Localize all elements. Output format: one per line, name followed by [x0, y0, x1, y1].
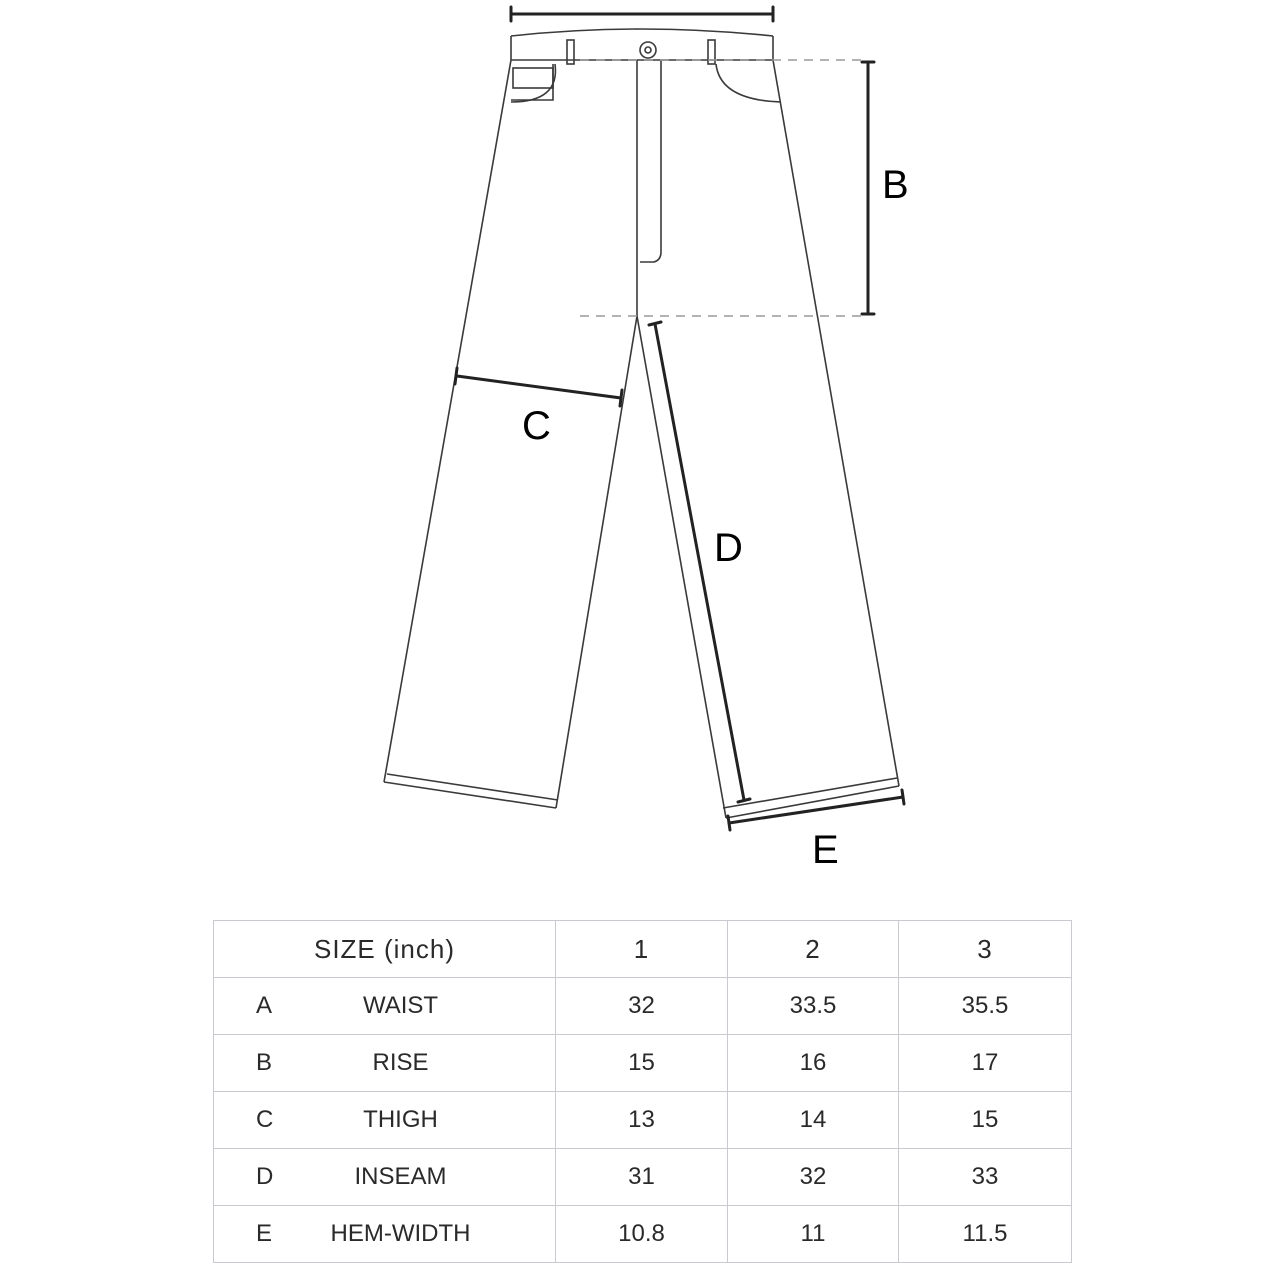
waist-measure-line — [511, 7, 773, 21]
button-icon — [640, 42, 656, 58]
measure-key-cell — [214, 1092, 556, 1149]
rise-label: B — [882, 163, 909, 207]
value-cell: 15 — [556, 1035, 728, 1092]
measure-key-cell — [214, 1035, 556, 1092]
measure-name: THIGH — [363, 1106, 438, 1133]
measure-name: INSEAM — [354, 1163, 447, 1190]
value-cell: 14 — [728, 1092, 899, 1149]
hem-label: E — [812, 828, 839, 872]
pockets — [511, 64, 781, 102]
measure-name: WAIST — [362, 992, 439, 1019]
thigh-label: C — [522, 404, 551, 448]
measure-letter: B — [256, 1049, 273, 1076]
measure-letter: D — [256, 1163, 274, 1190]
table-row — [214, 1092, 1072, 1149]
value-cell: 13 — [556, 1092, 728, 1149]
value-cell: 32 — [728, 1149, 899, 1206]
size-col-1: 1 — [556, 921, 728, 978]
value-cell: 15 — [899, 1092, 1072, 1149]
value-cell: 35.5 — [899, 978, 1072, 1035]
measure-letter: A — [256, 992, 273, 1019]
value-cell: 32 — [556, 978, 728, 1035]
value-cell: 11 — [728, 1206, 899, 1263]
size-table — [213, 920, 1072, 1263]
size-col-2: 2 — [728, 921, 899, 978]
table-row — [214, 1035, 1072, 1092]
thigh-measure-line — [455, 368, 622, 406]
table-row — [214, 1206, 1072, 1263]
rise-guides — [580, 60, 866, 316]
inseam-label: D — [714, 526, 743, 570]
table-row — [214, 978, 1072, 1035]
value-cell: 33 — [899, 1149, 1072, 1206]
measure-key-cell — [214, 1206, 556, 1263]
measure-key-cell — [214, 1149, 556, 1206]
rise-measure-line — [862, 62, 874, 314]
measure-letter: C — [256, 1106, 274, 1133]
measure-letter: E — [256, 1220, 273, 1247]
value-cell: 16 — [728, 1035, 899, 1092]
value-cell: 31 — [556, 1149, 728, 1206]
value-cell: 11.5 — [899, 1206, 1072, 1263]
value-cell: 17 — [899, 1035, 1072, 1092]
measure-name: RISE — [372, 1049, 429, 1076]
table-row — [214, 1149, 1072, 1206]
size-col-3: 3 — [899, 921, 1072, 978]
waistband — [511, 29, 773, 64]
pants-outline — [384, 60, 899, 818]
value-cell: 33.5 — [728, 978, 899, 1035]
table-header-row — [214, 921, 1072, 978]
value-cell: 10.8 — [556, 1206, 728, 1263]
measure-name: HEM-WIDTH — [330, 1220, 471, 1247]
hem-measure-line — [728, 790, 904, 830]
measure-key-cell — [214, 978, 556, 1035]
size-title: SIZE (inch) — [214, 921, 556, 978]
